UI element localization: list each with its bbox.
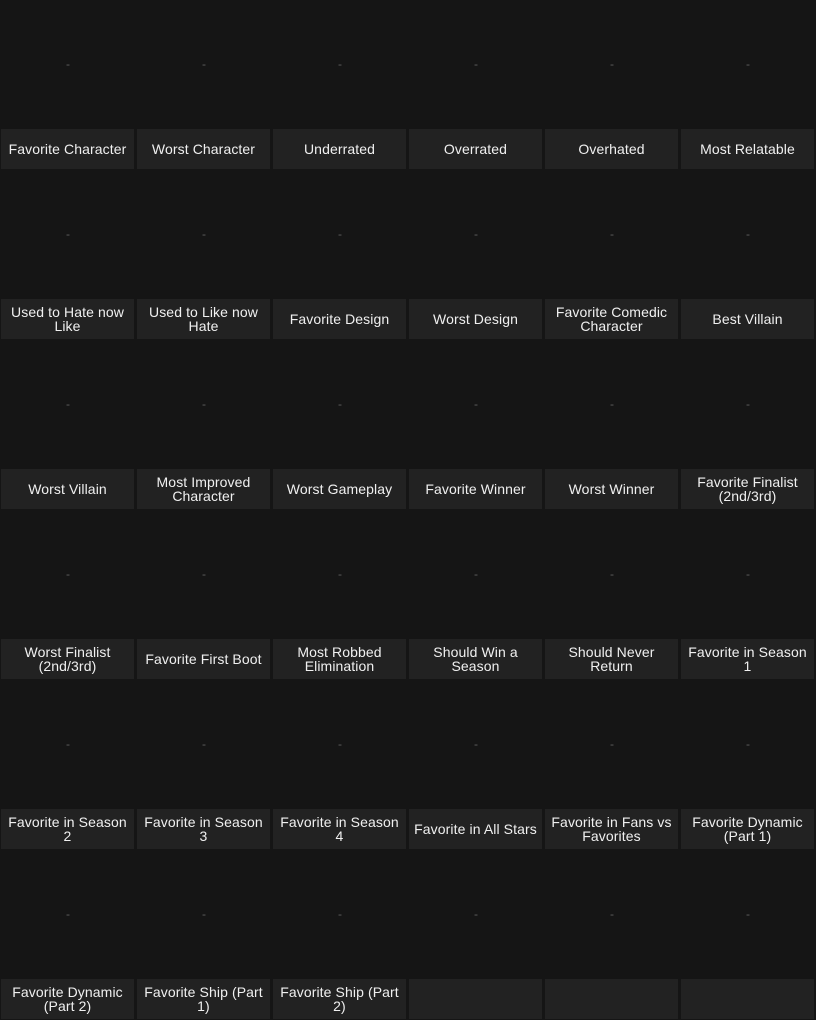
category-cell[interactable] [136, 510, 272, 680]
category-cell[interactable] [408, 850, 544, 1020]
character-slot[interactable]: - [66, 397, 70, 411]
category-cell[interactable] [408, 680, 544, 850]
category-label: Most Robbed Elimination [273, 639, 406, 679]
category-cell[interactable] [272, 0, 408, 170]
character-slot[interactable]: - [474, 737, 478, 751]
category-label [409, 979, 542, 1019]
category-cell[interactable] [136, 0, 272, 170]
character-slot[interactable]: - [610, 227, 614, 241]
character-slot[interactable]: - [610, 57, 614, 71]
character-slot[interactable]: - [610, 907, 614, 921]
category-label: Favorite Dynamic (Part 2) [1, 979, 134, 1019]
character-slot[interactable]: - [746, 567, 750, 581]
category-label: Favorite Comedic Character [545, 299, 678, 339]
character-slot[interactable]: - [338, 737, 342, 751]
character-slot[interactable]: - [202, 397, 206, 411]
category-cell[interactable] [544, 680, 680, 850]
category-label: Used to Hate now Like [1, 299, 134, 339]
category-label: Overhated [545, 129, 678, 169]
character-slot[interactable]: - [202, 737, 206, 751]
category-label: Should Win a Season [409, 639, 542, 679]
category-cell[interactable] [272, 680, 408, 850]
category-cell[interactable] [408, 170, 544, 340]
category-label: Worst Character [137, 129, 270, 169]
category-label: Favorite Character [1, 129, 134, 169]
character-slot[interactable]: - [338, 567, 342, 581]
character-slot[interactable]: - [202, 907, 206, 921]
character-slot[interactable]: - [338, 907, 342, 921]
category-label: Favorite in Season 1 [681, 639, 814, 679]
category-label: Used to Like now Hate [137, 299, 270, 339]
character-slot[interactable]: - [610, 397, 614, 411]
category-cell[interactable] [544, 340, 680, 510]
category-label: Best Villain [681, 299, 814, 339]
category-label: Underrated [273, 129, 406, 169]
category-label: Favorite Ship (Part 2) [273, 979, 406, 1019]
category-label: Favorite in Season 3 [137, 809, 270, 849]
character-slot[interactable]: - [746, 227, 750, 241]
category-cell[interactable] [136, 680, 272, 850]
character-slot[interactable]: - [746, 907, 750, 921]
category-label: Most Improved Character [137, 469, 270, 509]
character-slot[interactable]: - [338, 227, 342, 241]
category-label [681, 979, 814, 1019]
category-cell[interactable] [272, 510, 408, 680]
character-slot[interactable]: - [202, 57, 206, 71]
category-cell[interactable] [408, 510, 544, 680]
category-label: Should Never Return [545, 639, 678, 679]
character-slot[interactable]: - [202, 227, 206, 241]
character-slot[interactable]: - [746, 737, 750, 751]
character-slot[interactable]: - [746, 57, 750, 71]
category-cell[interactable] [136, 850, 272, 1020]
category-label: Most Relatable [681, 129, 814, 169]
category-label: Overrated [409, 129, 542, 169]
character-slot[interactable]: - [610, 737, 614, 751]
category-label: Favorite in Season 4 [273, 809, 406, 849]
character-slot[interactable]: - [474, 397, 478, 411]
category-label: Favorite in All Stars [409, 809, 542, 849]
character-slot[interactable]: - [474, 567, 478, 581]
category-cell[interactable] [0, 170, 136, 340]
category-label: Favorite First Boot [137, 639, 270, 679]
category-cell[interactable] [544, 170, 680, 340]
character-slot[interactable]: - [474, 57, 478, 71]
category-cell[interactable] [0, 340, 136, 510]
category-label: Favorite Winner [409, 469, 542, 509]
category-cell[interactable] [680, 340, 816, 510]
character-slot[interactable]: - [66, 737, 70, 751]
category-label: Favorite Design [273, 299, 406, 339]
category-cell[interactable] [680, 510, 816, 680]
category-cell[interactable] [408, 0, 544, 170]
category-cell[interactable] [136, 170, 272, 340]
category-cell[interactable] [680, 0, 816, 170]
category-cell[interactable] [544, 0, 680, 170]
category-label: Favorite Dynamic (Part 1) [681, 809, 814, 849]
category-label: Worst Design [409, 299, 542, 339]
category-label: Worst Villain [1, 469, 134, 509]
category-cell[interactable] [544, 510, 680, 680]
category-label: Favorite in Season 2 [1, 809, 134, 849]
character-slot[interactable]: - [746, 397, 750, 411]
category-label: Favorite Finalist (2nd/3rd) [681, 469, 814, 509]
character-slot[interactable]: - [474, 227, 478, 241]
category-label: Worst Gameplay [273, 469, 406, 509]
category-cell[interactable] [680, 170, 816, 340]
character-slot[interactable]: - [338, 57, 342, 71]
category-cell[interactable] [408, 340, 544, 510]
character-slot[interactable]: - [474, 907, 478, 921]
category-label: Favorite in Fans vs Favorites [545, 809, 678, 849]
category-cell[interactable] [680, 850, 816, 1020]
character-slot[interactable]: - [66, 57, 70, 71]
category-cell[interactable] [272, 340, 408, 510]
category-cell[interactable] [0, 680, 136, 850]
character-slot[interactable]: - [66, 907, 70, 921]
character-slot[interactable]: - [66, 227, 70, 241]
category-cell[interactable] [272, 850, 408, 1020]
category-label [545, 979, 678, 1019]
category-cell[interactable] [680, 680, 816, 850]
character-slot[interactable]: - [610, 567, 614, 581]
character-slot[interactable]: - [66, 567, 70, 581]
category-label: Worst Finalist (2nd/3rd) [1, 639, 134, 679]
category-label: Favorite Ship (Part 1) [137, 979, 270, 1019]
character-slot[interactable]: - [202, 567, 206, 581]
category-cell[interactable] [0, 0, 136, 170]
character-slot[interactable]: - [338, 397, 342, 411]
category-cell[interactable] [272, 170, 408, 340]
category-label: Worst Winner [545, 469, 678, 509]
category-cell[interactable] [136, 340, 272, 510]
category-cell[interactable] [544, 850, 680, 1020]
category-cell[interactable] [0, 850, 136, 1020]
category-cell[interactable] [0, 510, 136, 680]
